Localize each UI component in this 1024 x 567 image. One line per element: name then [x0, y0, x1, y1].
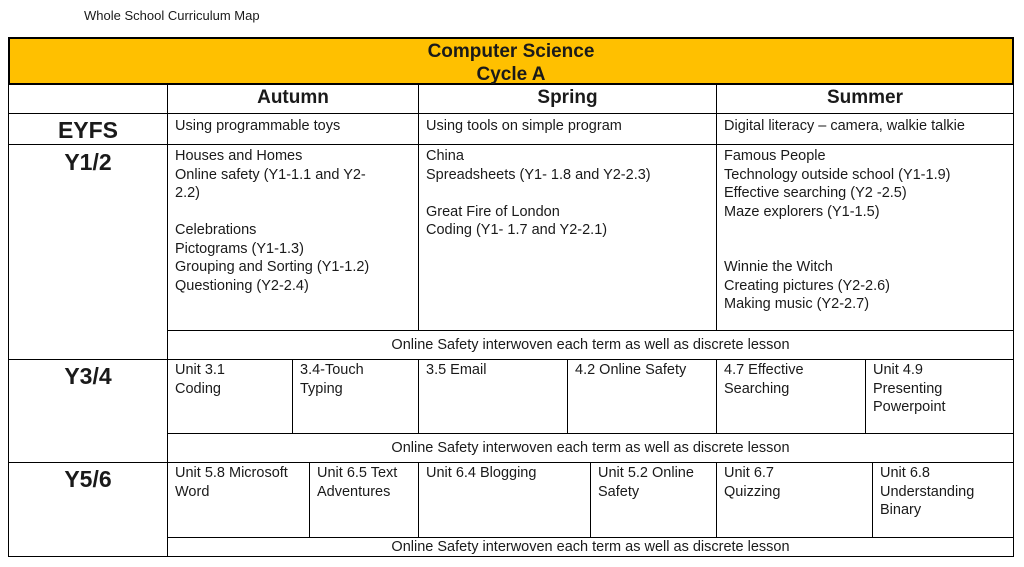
y56-autumn-cell-2: Unit 6.5 Text Adventures: [317, 465, 398, 500]
y56-summer-cell-2: Unit 6.8 Understanding Binary: [880, 465, 975, 518]
season-autumn-header: Autumn: [257, 87, 329, 108]
y34-spring-cell-1: 3.5 Email: [426, 362, 487, 378]
y56-summer-cell-1: Unit 6.7 Quizzing: [724, 465, 781, 500]
subject-title: Computer Science: [427, 41, 595, 62]
y12-row-divider: [9, 359, 1013, 360]
y34-autumn-cell-2: 3.4-Touch Typing: [300, 362, 364, 397]
spring-summer-divider-top: [716, 85, 717, 330]
y34-online-safety-note: Online Safety interwoven each term as well as discrete lesson: [391, 440, 790, 456]
year-column-divider: [167, 85, 168, 557]
autumn-spring-divider-top: [418, 85, 419, 330]
eyfs-summer-cell: Digital literacy – camera, walkie talkie: [724, 118, 965, 134]
y34-autumn-cell-1: Unit 3.1 Coding: [175, 362, 225, 397]
autumn-split-y56: [309, 462, 310, 537]
year-label-eyfs: EYFS: [57, 117, 119, 143]
season-spring-header: Spring: [537, 87, 598, 108]
spring-split-y34: [567, 359, 568, 433]
year-label-y56: Y5/6: [64, 466, 112, 492]
y56-spring-cell-2: Unit 5.2 Online Safety: [598, 465, 694, 500]
y56-autumn-cell-1: Unit 5.8 Microsoft Word: [175, 465, 288, 500]
summer-split-y56: [872, 462, 873, 537]
season-summer-header: Summer: [826, 87, 904, 108]
y34-summer-cell-2: Unit 4.9 Presenting Powerpoint: [873, 362, 946, 415]
autumn-spring-divider-y56: [418, 462, 419, 537]
y12-online-safety-note: Online Safety interwoven each term as well as discrete lesson: [391, 337, 790, 353]
header-row-divider: [9, 113, 1013, 114]
y34-row-divider: [9, 462, 1013, 463]
cycle-title: Cycle A: [476, 64, 546, 85]
eyfs-autumn-cell: Using programmable toys: [175, 118, 341, 134]
summer-split-y34: [865, 359, 866, 433]
spring-split-y56: [590, 462, 591, 537]
autumn-spring-divider-y34: [418, 359, 419, 433]
y12-spring-cell: China Spreadsheets (Y1- 1.8 and Y2-2.3) Great Fire of London Coding (Y1- 1.7 and Y2-2.1): [426, 148, 651, 238]
y34-spring-cell-2: 4.2 Online Safety: [575, 362, 687, 378]
document-title: Whole School Curriculum Map: [84, 8, 260, 23]
spring-summer-divider-y56: [716, 462, 717, 537]
y56-spring-cell-1: Unit 6.4 Blogging: [426, 465, 537, 481]
curriculum-table: [8, 85, 1014, 557]
year-label-y34: Y3/4: [64, 363, 112, 389]
eyfs-spring-cell: Using tools on simple program: [426, 118, 622, 134]
y12-summer-cell: Famous People Technology outside school (Y1-1.9) Effective searching (Y2 -2.5) Maze explorers (Y1-1.5) Winnie the Witch Creating pictures (Y2-2.6) Making music (Y2-2.7): [724, 148, 951, 312]
autumn-split-y34: [292, 359, 293, 433]
y34-summer-cell-1: 4.7 Effective Searching: [724, 362, 804, 397]
y12-autumn-cell: Houses and Homes Online safety (Y1-1.1 and Y2- 2.2) Celebrations Pictograms (Y1-1.3) Grouping and Sorting (Y1-1.2) Questioning (Y2-2.4): [175, 148, 370, 294]
y56-online-safety-note: Online Safety interwoven each term as well as discrete lesson: [391, 539, 790, 555]
subject-banner: [8, 37, 1014, 85]
year-label-y12: Y1/2: [64, 149, 112, 175]
spring-summer-divider-y34: [716, 359, 717, 433]
